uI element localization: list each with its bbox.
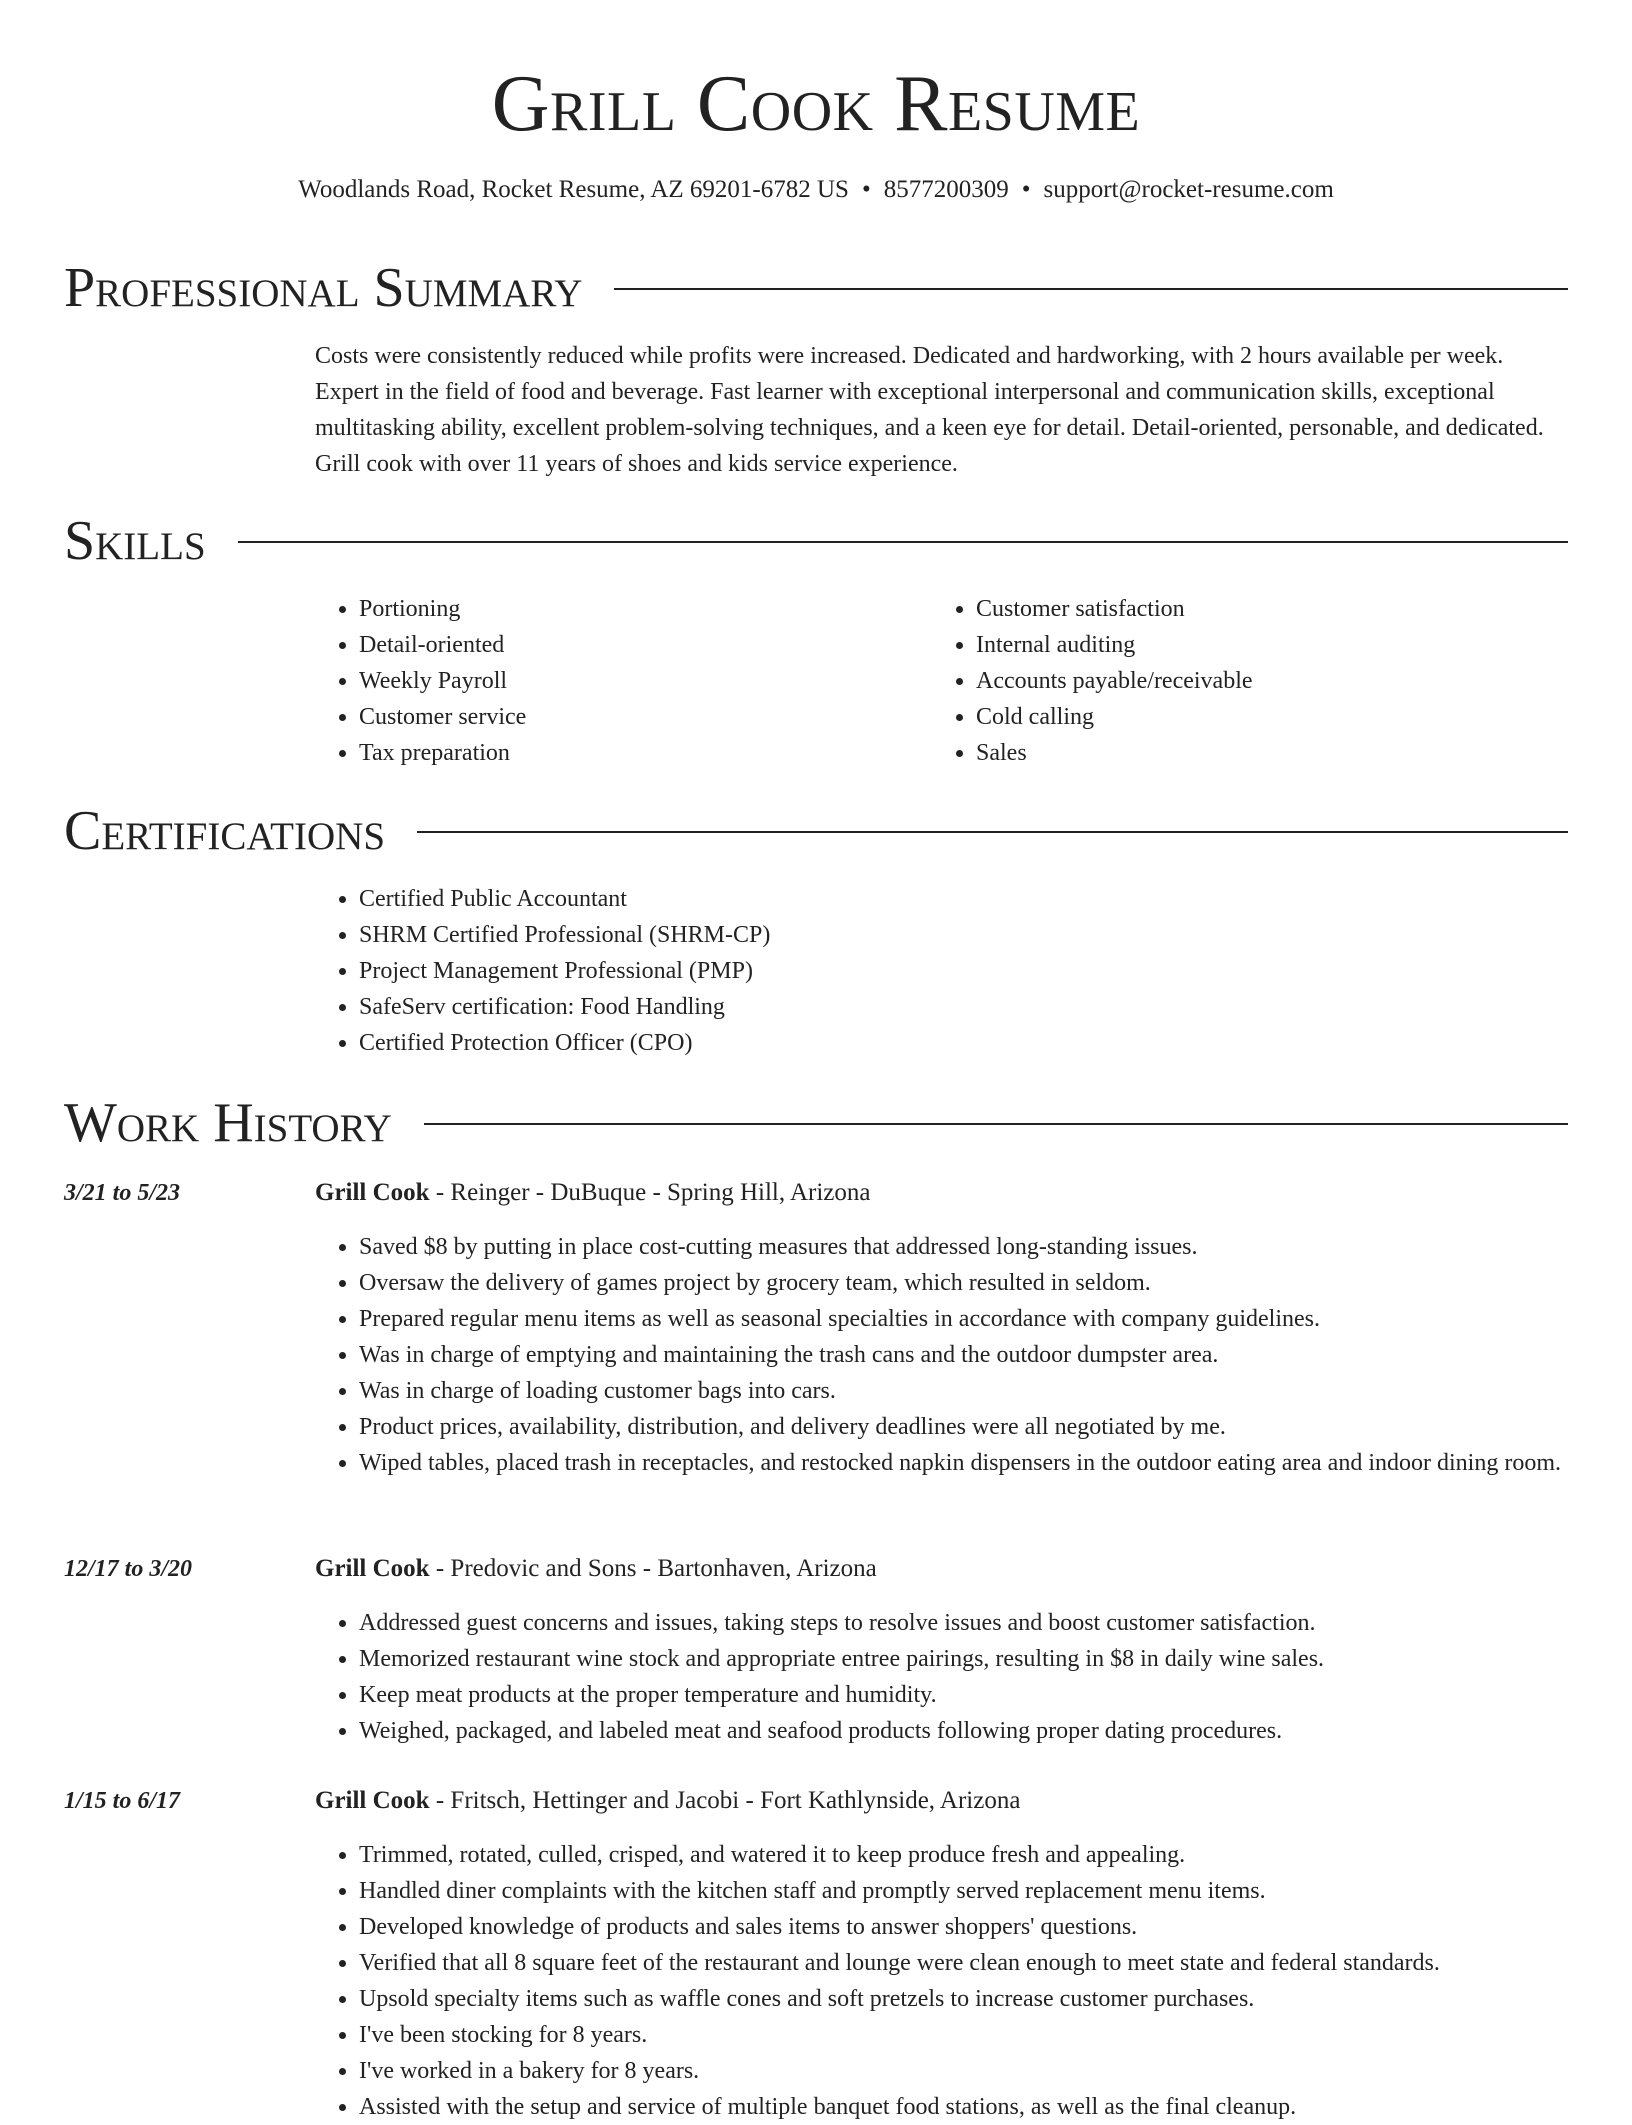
skills-section-header bbox=[64, 509, 1568, 573]
job-bullet: • Oversaw the delivery of games project by grocery team, which resulted in seldom. bbox=[359, 1265, 1570, 1301]
contact-line bbox=[0, 173, 1632, 207]
work-history-section-header bbox=[64, 1091, 1568, 1155]
job-bullet: • Upsold specialty items such as waffle cones and soft pretzels to increase customer purchases. bbox=[359, 1981, 1570, 2017]
job-bullets bbox=[315, 1229, 1570, 1481]
summary-text: Costs were consistently reduced while profits were increased. Dedicated and hardworking, with 2 hours available per week. Expert in the field of food and beverage. Fast learner with exceptional interpersonal and communication skills, exceptional multitasking ability, excellent problem-solving techniques, and a keen eye for detail. Detail-oriented, personable, and dedicated. Grill cook with over 11 years of shoes and kids service experience. bbox=[315, 343, 1544, 477]
certification-item: • Certified Protection Officer (CPO) bbox=[359, 1025, 1515, 1061]
job-title-line bbox=[315, 1551, 877, 1587]
job-employer: - Predovic and Sons - Bartonhaven, Arizona bbox=[429, 1555, 877, 1582]
job-bullet: • Handled diner complaints with the kitchen staff and promptly served replacement menu items. bbox=[359, 1873, 1570, 1909]
summary-heading: Professional Summary bbox=[64, 257, 583, 319]
job-bullet: • Was in charge of emptying and maintaining the trash cans and the outdoor dumpster area. bbox=[359, 1337, 1570, 1373]
certifications-section-header bbox=[64, 799, 1568, 863]
skill-item: • Sales bbox=[976, 735, 1512, 771]
skills-column-left bbox=[315, 591, 895, 771]
contact-email: support@rocket-resume.com bbox=[1043, 176, 1334, 203]
job-bullet: • Was in charge of loading customer bags into cars. bbox=[359, 1373, 1570, 1409]
job-bullet: • Assisted with the setup and service of multiple banquet food stations, as well as the final cleanup. bbox=[359, 2089, 1570, 2125]
contact-separator: • bbox=[861, 176, 871, 203]
skills-heading: Skills bbox=[64, 510, 206, 572]
job-bullets bbox=[315, 1605, 1570, 1749]
job-bullet: • Memorized restaurant wine stock and appropriate entree pairings, resulting in $8 in daily wine sales. bbox=[359, 1641, 1570, 1677]
job-title-line bbox=[315, 1783, 1020, 1819]
job-bullet: • Trimmed, rotated, culled, crisped, and watered it to keep produce fresh and appealing. bbox=[359, 1837, 1570, 1873]
work-history-heading: Work History bbox=[64, 1092, 392, 1154]
certifications-heading: Certifications bbox=[64, 800, 386, 862]
job-bullet: • I've been stocking for 8 years. bbox=[359, 2017, 1570, 2053]
skill-item: • Detail-oriented bbox=[359, 627, 895, 663]
job-title-line bbox=[315, 1175, 871, 1211]
job-bullet: • Weighed, packaged, and labeled meat and seafood products following proper dating procedures. bbox=[359, 1713, 1570, 1749]
skills-column-right bbox=[932, 591, 1512, 771]
section-divider bbox=[238, 541, 1568, 543]
section-divider bbox=[417, 831, 1568, 833]
job-bullet: • Developed knowledge of products and sales items to answer shoppers' questions. bbox=[359, 1909, 1570, 1945]
skill-item: • Customer satisfaction bbox=[976, 591, 1512, 627]
skill-item: • Weekly Payroll bbox=[359, 663, 895, 699]
job-employer: - Fritsch, Hettinger and Jacobi - Fort Kathlynside, Arizona bbox=[429, 1787, 1021, 1814]
job-role: Grill Cook bbox=[315, 1787, 430, 1814]
job-role: Grill Cook bbox=[315, 1179, 430, 1206]
certification-item: • Project Management Professional (PMP) bbox=[359, 953, 1515, 989]
summary-section-header bbox=[64, 256, 1568, 320]
skill-item: • Internal auditing bbox=[976, 627, 1512, 663]
certification-item: • Certified Public Accountant bbox=[359, 881, 1515, 917]
section-divider bbox=[424, 1123, 1568, 1125]
job-bullet: • I've worked in a bakery for 8 years. bbox=[359, 2053, 1570, 2089]
contact-address: Woodlands Road, Rocket Resume, AZ 69201-6782 US bbox=[298, 176, 849, 203]
skill-item: • Accounts payable/receivable bbox=[976, 663, 1512, 699]
job-bullet: • Product prices, availability, distribution, and delivery deadlines were all negotiated by me. bbox=[359, 1409, 1570, 1445]
section-divider bbox=[614, 288, 1568, 290]
job-dates: 1/15 to 6/17 bbox=[64, 1788, 181, 1814]
job-bullet: • Saved $8 by putting in place cost-cutting measures that addressed long-standing issues. bbox=[359, 1229, 1570, 1265]
job-employer: - Reinger - DuBuque - Spring Hill, Arizona bbox=[429, 1179, 871, 1206]
job-bullet: • Addressed guest concerns and issues, taking steps to resolve issues and boost customer satisfaction. bbox=[359, 1605, 1570, 1641]
skill-item: • Portioning bbox=[359, 591, 895, 627]
certifications-list bbox=[315, 881, 1515, 1061]
contact-separator: • bbox=[1021, 176, 1031, 203]
job-bullet: • Prepared regular menu items as well as seasonal specialties in accordance with company guidelines. bbox=[359, 1301, 1570, 1337]
certification-item: • SafeServ certification: Food Handling bbox=[359, 989, 1515, 1025]
skill-item: • Cold calling bbox=[976, 699, 1512, 735]
job-bullet: • Wiped tables, placed trash in receptacles, and restocked napkin dispensers in the outdoor eating area and indoor dining room. bbox=[359, 1445, 1570, 1481]
job-dates: 3/21 to 5/23 bbox=[64, 1180, 181, 1206]
skill-item: • Tax preparation bbox=[359, 735, 895, 771]
job-role: Grill Cook bbox=[315, 1555, 430, 1582]
resume-title: Grill Cook Resume bbox=[491, 60, 1141, 148]
job-bullet: • Verified that all 8 square feet of the restaurant and lounge were clean enough to meet state and federal standards. bbox=[359, 1945, 1570, 1981]
skill-item: • Customer service bbox=[359, 699, 895, 735]
certification-item: • SHRM Certified Professional (SHRM-CP) bbox=[359, 917, 1515, 953]
job-bullets bbox=[315, 1837, 1570, 2125]
contact-phone: 8577200309 bbox=[883, 176, 1009, 203]
job-dates: 12/17 to 3/20 bbox=[64, 1556, 193, 1582]
job-bullet: • Keep meat products at the proper temperature and humidity. bbox=[359, 1677, 1570, 1713]
